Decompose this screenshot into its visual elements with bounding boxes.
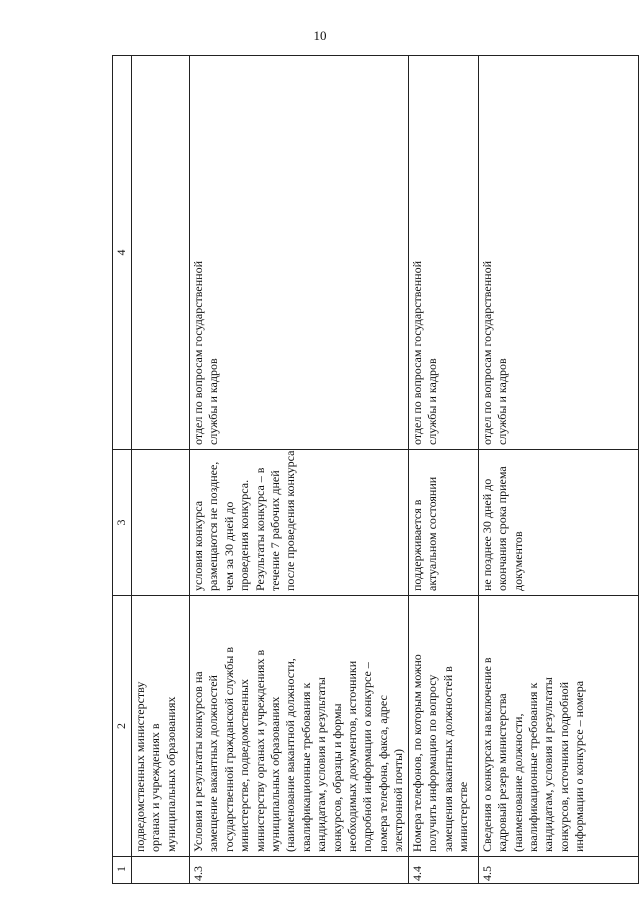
cell-text-line: (наименование должности,	[510, 713, 525, 852]
cell-text-line: не позднее 30 дней до	[479, 478, 494, 591]
cell-col3	[408, 450, 478, 596]
table-row	[132, 56, 190, 884]
cell-text-line: условия конкурса	[191, 500, 205, 591]
cell-text-line: кадровый резерв министерства	[495, 693, 510, 852]
rotated-table-container	[112, 62, 620, 884]
table-row	[190, 56, 409, 884]
cell-col2	[408, 596, 478, 857]
table-header-row	[113, 56, 132, 884]
cell-col4	[478, 56, 638, 450]
cell-text-line: конкурсов, образцы и формы	[329, 703, 344, 852]
info-table	[112, 55, 639, 884]
table-row	[478, 56, 638, 884]
cell-text-line: течение 7 рабочих дней	[268, 470, 283, 591]
cell-text-line: муниципальных образованиях	[268, 696, 283, 852]
cell-text-line: необходимых документов, источники	[345, 660, 360, 852]
cell-text-line: отдел по вопросам государственной	[479, 261, 494, 445]
cell-text-line: квалификационные требования к	[525, 682, 540, 852]
cell-text-line: поддерживается в	[409, 499, 424, 591]
cell-text-line: кандидатам, условия и результаты	[314, 677, 329, 852]
header-col-3: 3	[113, 450, 132, 596]
cell-text-line: Сведения о конкурсах на включение в	[479, 657, 494, 852]
cell-text-line: замещение вакантных должностей	[206, 675, 221, 852]
cell-text-line: министерству органах и учреждениях в	[252, 649, 267, 852]
cell-text-line: размещаются не позднее,	[206, 461, 221, 591]
cell-col4	[132, 56, 190, 450]
cell-text-line: службы и кадров	[425, 358, 440, 445]
row-number: 4.5	[478, 857, 638, 884]
cell-text-line: министерстве	[455, 781, 470, 852]
cell-col2	[132, 596, 190, 857]
header-col-1: 1	[113, 857, 132, 884]
cell-text-line: номера телефона, факса, адрес	[375, 695, 390, 852]
cell-text-line: конкурсов, источники подробной	[556, 681, 571, 852]
cell-text-line: Номера телефонов, по которым можно	[409, 654, 424, 852]
cell-text-line: после проведения конкурса	[283, 450, 298, 591]
cell-col2	[190, 596, 409, 857]
cell-text-line: квалификационные требования к	[298, 682, 313, 852]
cell-text-line: окончания срока приема	[495, 466, 510, 591]
row-number	[132, 857, 190, 884]
cell-text-line: (наименование вакантной должности,	[283, 658, 298, 852]
table-body	[132, 56, 639, 884]
cell-text-line: службы и кадров	[206, 358, 221, 445]
row-number: 4.4	[408, 857, 478, 884]
cell-col2	[478, 596, 638, 857]
cell-col3	[190, 450, 409, 596]
cell-text-line: службы и кадров	[495, 358, 510, 445]
cell-col3	[478, 450, 638, 596]
cell-text-line: кандидатам, условия и результаты	[541, 677, 556, 852]
cell-col3	[132, 450, 190, 596]
cell-text-line: подробной информации о конкурсе –	[360, 662, 375, 852]
header-col-2: 2	[113, 596, 132, 857]
table-row	[408, 56, 478, 884]
cell-text-line: проведения конкурса.	[237, 479, 252, 591]
cell-text-line: отдел по вопросам государственной	[191, 261, 205, 445]
cell-text-line: Условия и результаты конкурсов на	[191, 671, 205, 852]
cell-text-line: чем за 30 дней до	[221, 501, 236, 591]
cell-text-line: информации о конкурсе – номера	[572, 680, 587, 852]
cell-text-line: подведомственных министерству	[133, 681, 147, 852]
cell-text-line: получить информацию по вопросу	[425, 674, 440, 852]
row-number: 4.3	[190, 857, 409, 884]
cell-col4	[190, 56, 409, 450]
cell-text-line: актуальном состоянии	[425, 476, 440, 591]
cell-text-line: муниципальных образованиях	[163, 696, 178, 852]
cell-text-line: замещения вакантных должностей в	[440, 666, 455, 852]
header-col-4: 4	[113, 56, 132, 450]
cell-text-line: министерстве, подведомственных	[237, 678, 252, 852]
cell-text-line: государственной гражданской службы в	[221, 646, 236, 852]
cell-text-line: документов	[510, 531, 525, 591]
table-frame	[112, 62, 620, 884]
cell-text-line: Результаты конкурса – в	[252, 467, 267, 591]
cell-text-line: отдел по вопросам государственной	[409, 261, 424, 445]
cell-text-line: электронной почты)	[391, 748, 406, 852]
page-number: 10	[313, 28, 327, 43]
cell-text-line: органах и учреждениях в	[148, 723, 163, 852]
cell-col4	[408, 56, 478, 450]
